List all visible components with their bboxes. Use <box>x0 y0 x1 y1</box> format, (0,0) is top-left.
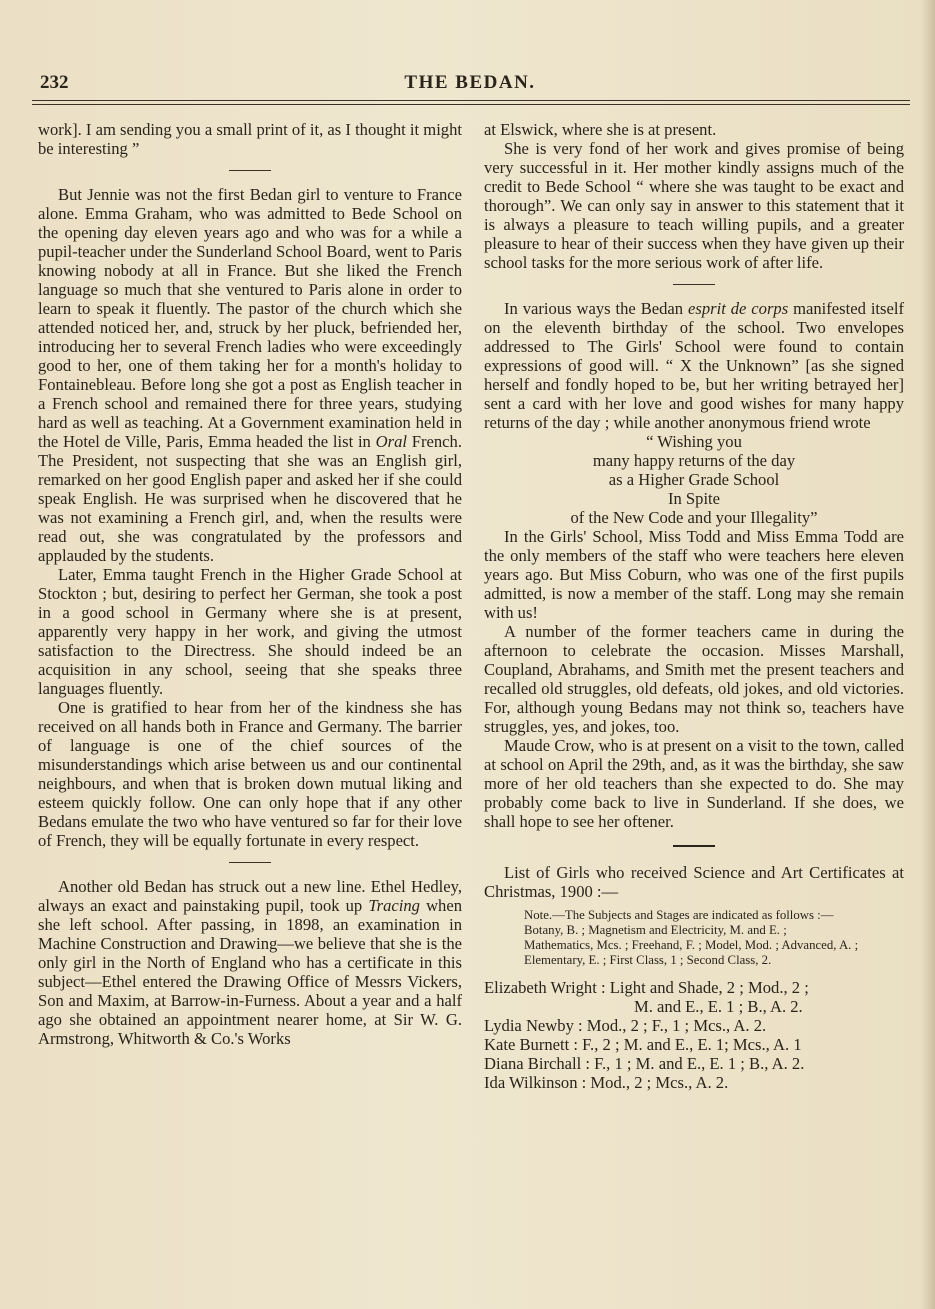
emphasis: Tracing <box>368 896 420 915</box>
paragraph: work]. I am sending you a small print of it, as I thought it might be interesting ” <box>38 120 463 158</box>
paragraph: A number of the former teachers came in during the afternoon to celebrate the occasion. Misses Marshall, Coupland, Abrahams, and Smith met the present teachers and recalled old struggles, old defeats, old jokes, and old victories. For, although young Bedans may not think so, teachers have struggles, yes, and jokes, too. <box>484 622 904 736</box>
emphasis: esprit de corps <box>688 299 789 318</box>
page-number: 232 <box>40 72 69 93</box>
verse-line: In Spite <box>667 489 721 508</box>
certificate-list <box>484 978 904 1092</box>
paragraph: One is gratified to hear from her of the kindness she has received on all hands both in France and Germany. The barrier of language is one of the chief sources of the misunderstandings which arise between us and our continental neighbours, and when that is broken down mutual liking and esteem quickly follow. One can only hope that if any other Bedans emulate the two who have ventured so far for their love of French, they will be equally fortunate in every respect. <box>38 698 462 850</box>
header-rule-thin <box>32 104 910 105</box>
paragraph: In the Girls' School, Miss Todd and Miss Emma Todd are the only members of the staff who were teachers here eleven years ago. But Miss Coburn, who was one of the first pupils admitted, is now a member of the staff. Long may she remain with us! <box>484 527 904 622</box>
list-item: Diana Birchall : F., 1 ; M. and E., E. 1 ; B., A. 2. <box>484 1054 805 1073</box>
verse-line: many happy returns of the day <box>592 451 796 470</box>
right-column <box>484 120 904 1092</box>
page-edge-shadow <box>921 0 935 1309</box>
emphasis: Oral <box>375 432 407 451</box>
list-item: Elizabeth Wright : Light and Shade, 2 ; Mod., 2 ; <box>484 978 809 997</box>
list-item: Kate Burnett : F., 2 ; M. and E., E. 1; Mcs., A. 1 <box>484 1035 802 1054</box>
verse-line: “ Wishing you <box>646 432 742 451</box>
paragraph: Later, Emma taught French in the Higher Grade School at Stockton ; but, desiring to perfect her German, she took a post in a good school in Germany where she is at present, apparently very happy in her work, and giving the utmost satisfaction to the Directress. She should indeed be an acquisition in any school, seeing that she speaks three languages fluently. <box>38 565 462 698</box>
paragraph: Maude Crow, who is at present on a visit to the town, called at school on April the 29th, and, as it was the birthday, she saw more of her old teachers than she expected to do. She may probably come back to live in Sunderland. If she does, we shall hope to see her oftener. <box>484 736 904 831</box>
subjects-note: Note.—The Subjects and Stages are indicated as follows :—Botany, B. ; Magnetism and Electricity, M. and E. ; Mathematics, Mcs. ; Freehand, F. ; Model, Mod. ; Advanced, A. ; Elementary, E. ; First Class, 1 ; Second Class, 2. <box>524 908 859 967</box>
paragraph: She is very fond of her work and gives promise of being very successful in it. Her mother kindly assigns much of the credit to Bede School “ where she was taught to be exact and thorough”. We can only say in answer to this statement that it is always a pleasure to teach willing pupils, and a greater pleasure to hear of their success when they have given up their school tasks for the more serious work of after life. <box>484 139 904 272</box>
verse-line: of the New Code and your Illegality” <box>570 508 818 527</box>
list-item: Ida Wilkinson : Mod., 2 ; Mcs., A. 2. <box>484 1073 729 1092</box>
list-heading: List of Girls who received Science and Art Certificates at Christmas, 1900 :— <box>484 863 904 901</box>
paragraph-ethel-hedley: Another old Bedan has struck out a new line. Ethel Hedley, always an exact and painstaking pupil, took up Tracing when she left school. After passing, in 1898, an examination in Machine Construction and Drawing—we believe that she is the only girl in the North of England who has a certificate in this subject—Ethel entered the Drawing Office of Messrs Vickers, Son and Maxim, at Barrow-in-Furness. About a year and a half ago she obtained an appointment nearer home, at Sir W. G. Armstrong, Whitworth & Co.'s Works <box>38 877 463 1048</box>
left-column <box>38 120 462 1048</box>
paragraph: at Elswick, where she is at present. <box>484 120 717 139</box>
section-divider <box>229 862 271 863</box>
section-divider <box>229 170 271 171</box>
paragraph-emma-graham: But Jennie was not the first Bedan girl to venture to France alone. Emma Graham, who was admitted to Bede School on the opening day eleven years ago and who was for a while a pupil-teacher under the Sunderland School Board, went to Paris knowing nobody at all in France. But she liked the French language so much that she ventured to Paris alone in order to learn to speak it fluently. The pastor of the church which she attended noticed her, and, struck by her pluck, befriended her, introducing her to several French ladies who were exceedingly good to her, one of them taking her for a month's holiday to Fontainebleau. Before long she got a post as English teacher in a French school and remained there for three years, studying hard as well as teaching. At a Government examination held in the Hotel de Ville, Paris, Emma headed the list in Oral French. The President, not suspecting that she was an English girl, remarked on her good English paper and asked her if she could speak English. He was surprised when he discovered that he was not examining a French girl, and, when the results were read out, she was congratulated by the professors and applauded by the students. <box>38 185 462 565</box>
header-rule <box>32 100 910 101</box>
paragraph-esprit-de-corps: In various ways the Bedan esprit de corps manifested itself on the eleventh birthday of the school. Two envelopes addressed to The Girls' School were found to contain expressions of good will. “ X the Unknown” [as she signed herself and fondly hoped to be, but her writing betrayed her] sent a card with her love and good wishes for many happy returns of the day ; while another anonymous friend wrote <box>484 299 904 432</box>
journal-title: THE BEDAN. <box>404 72 536 93</box>
running-header <box>30 72 910 100</box>
section-divider <box>673 284 715 285</box>
section-divider <box>673 845 715 847</box>
list-item-continuation: M. and E., E. 1 ; B., A. 2. <box>634 997 803 1016</box>
quoted-verse <box>484 432 904 527</box>
verse-line: as a Higher Grade School <box>608 470 780 489</box>
list-item: Lydia Newby : Mod., 2 ; F., 1 ; Mcs., A. 2. <box>484 1016 767 1035</box>
